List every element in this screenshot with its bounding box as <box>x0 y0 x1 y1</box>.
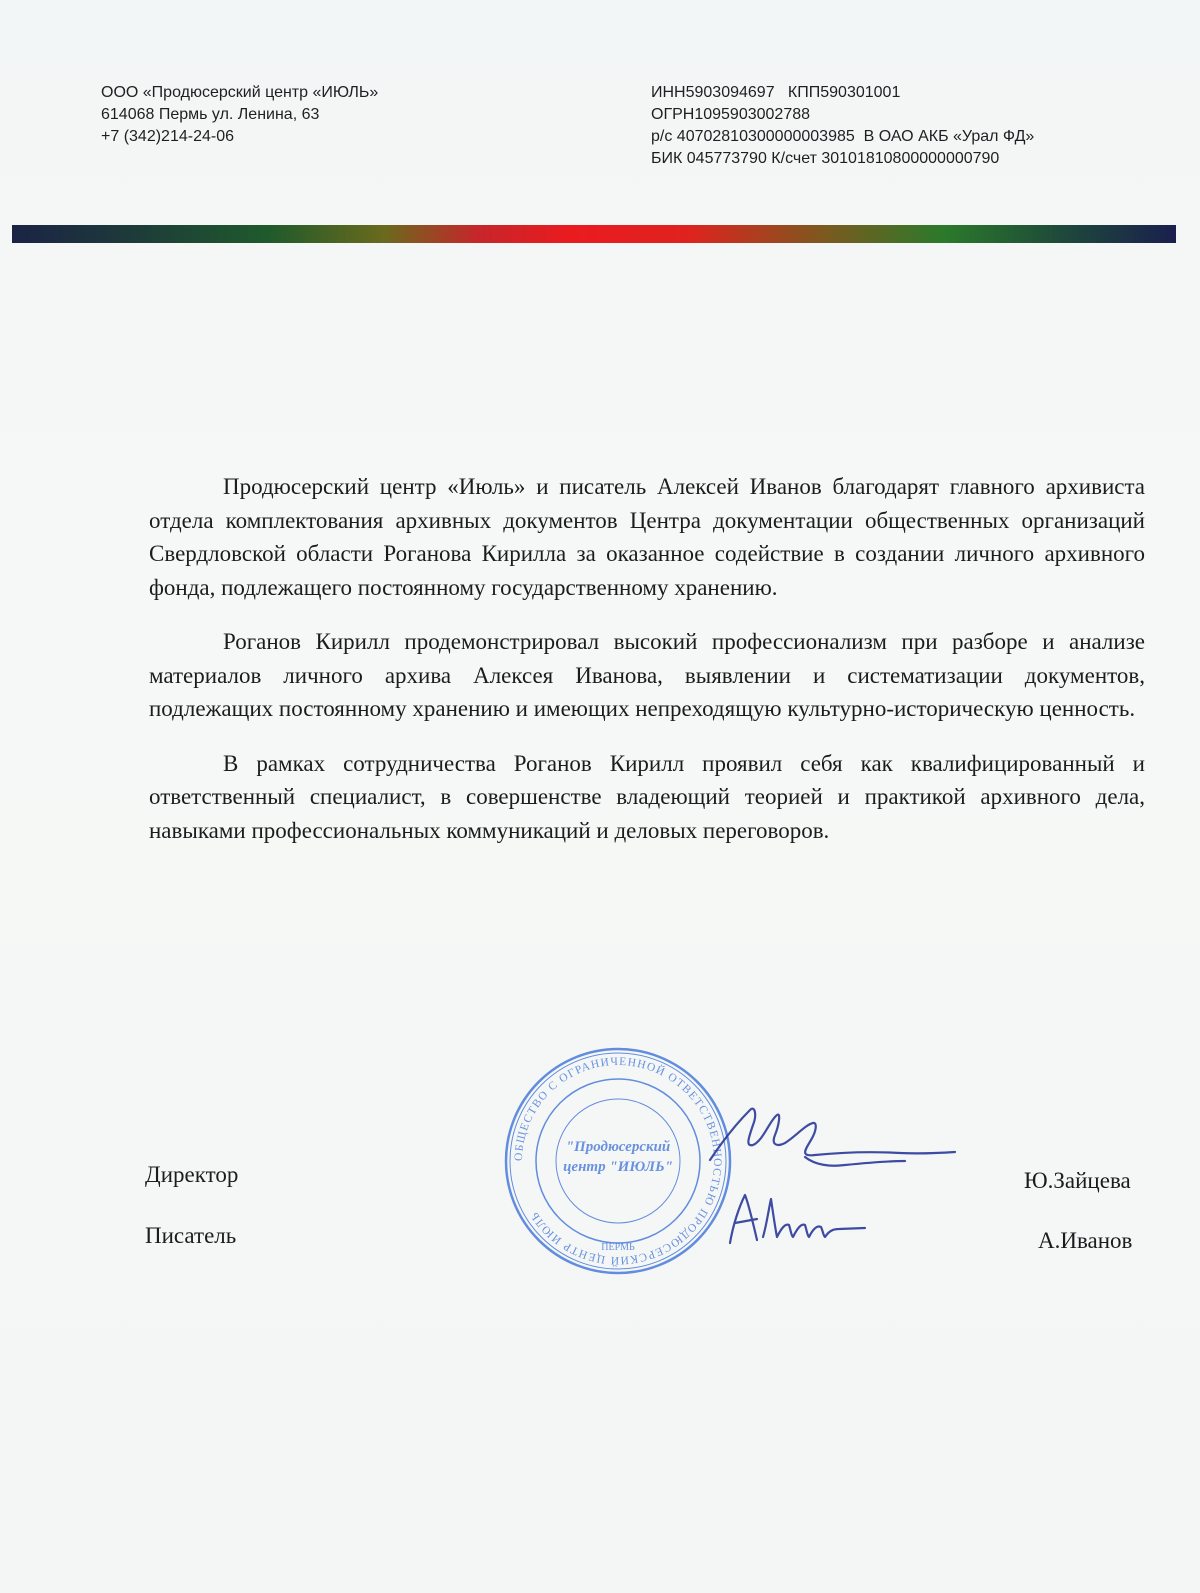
ogrn: ОГРН1095903002788 <box>651 106 811 123</box>
director-signature <box>710 1109 955 1160</box>
paragraph-2: Роганов Кирилл продемонстрировал высокий профессионализм при разборе и анализе материалов личного архива Алексея Иванова, выявлении и систематизации документов, подлежащих постоянному хранению и имеющих непреходящую культурно-историческую ценность. <box>149 629 1145 721</box>
stamp-city: ПЕРМЬ <box>601 1242 635 1253</box>
director-label: Директор <box>145 1162 239 1187</box>
letterhead-right <box>651 82 1034 170</box>
letterhead-divider-bar <box>12 225 1176 243</box>
letterhead-left <box>101 82 378 148</box>
company-address: 614068 Пермь ул. Ленина, 63 <box>101 106 320 123</box>
letter-body <box>149 470 1145 868</box>
writer-label: Писатель <box>145 1223 237 1248</box>
paragraph-1: Продюсерский центр «Июль» и писатель Алексей Иванов благодарят главного архивиста отдела комплектования архивных документов Центра документации общественных организаций Свердловской области Роганова Кирилла за оказанное содействие в создании личного архивного фонда, подлежащего постоянному государственному хранению. <box>149 474 1145 600</box>
company-stamp <box>502 1045 734 1277</box>
writer-name: А.Иванов <box>1038 1228 1133 1253</box>
bank-account: р/с 40702810300000003985 В ОАО АКБ «Урал ФД» <box>651 128 1035 145</box>
director-signature-tail <box>805 1157 905 1166</box>
stamp-center-line-1: "Продюсерский <box>565 1139 671 1155</box>
company-name: ООО «Продюсерский центр «ИЮЛЬ» <box>101 84 379 101</box>
writer-signature <box>730 1195 865 1243</box>
handwritten-signatures <box>705 1095 975 1270</box>
bik: БИК 045773790 К/счет 30101810800000000790 <box>651 150 1000 167</box>
company-phone: +7 (342)214-24-06 <box>101 128 234 145</box>
inn-kpp: ИНН5903094697 КПП590301001 <box>651 84 901 101</box>
paragraph-3: В рамках сотрудничества Роганов Кирилл проявил себя как квалифицированный и ответственный специалист, в совершенстве владеющий теорией и практикой архивного дела, навыками профессиональных коммуникаций и деловых переговоров. <box>149 750 1145 843</box>
stamp-ring-text: ОБЩЕСТВО С ОГРАНИЧЕННОЙ ОТВЕТСТВЕННОСТЬЮ ПРОДЮСЕРСКИЙ ЦЕНТР ИЮЛЬ <box>512 1055 724 1267</box>
stamp-center-line-2: центр "ИЮЛЬ" <box>563 1159 673 1175</box>
director-name: Ю.Зайцева <box>1024 1168 1131 1193</box>
